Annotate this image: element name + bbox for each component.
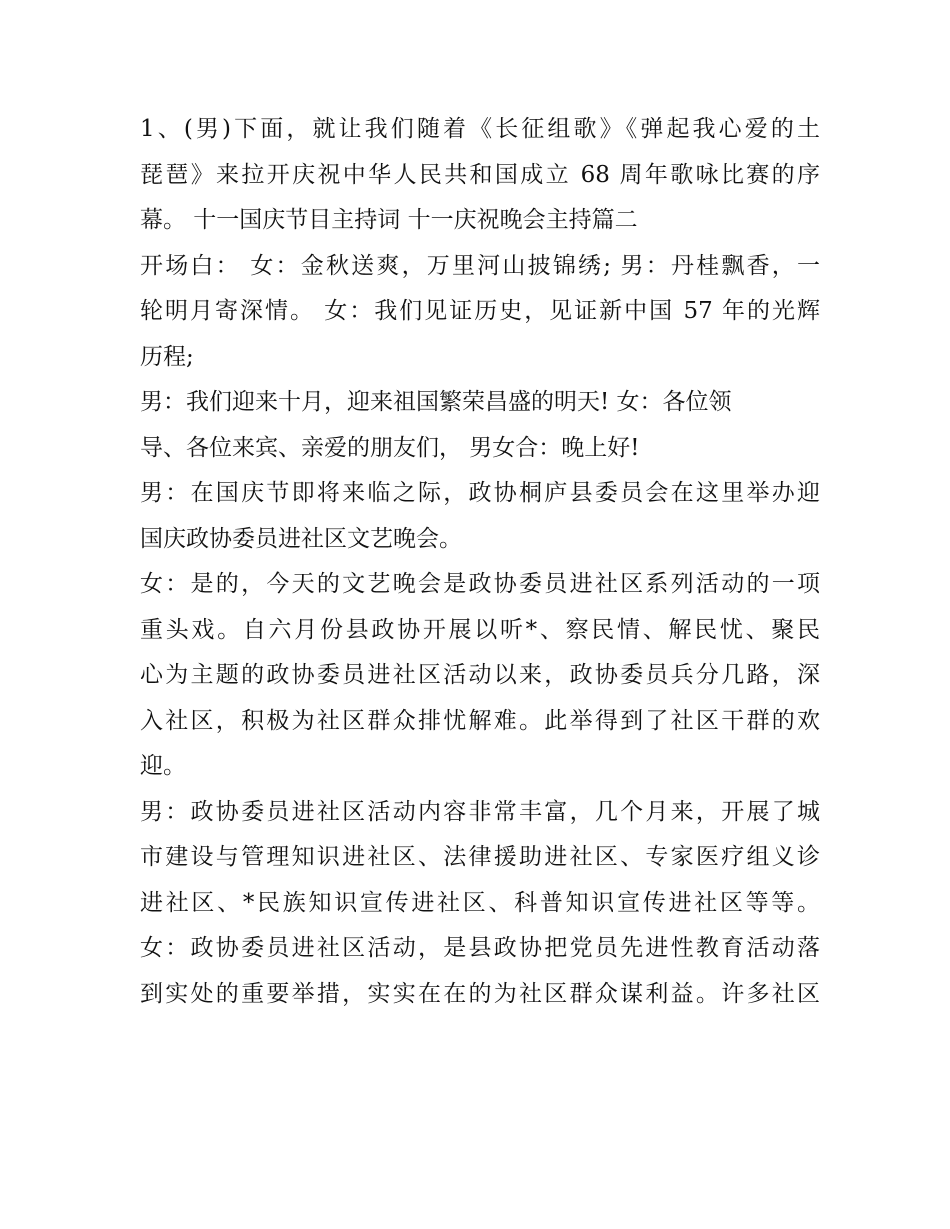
text-line: 女：是的，今天的文艺晚会是政协委员进社区系列活动的一项 — [140, 571, 820, 597]
text-line: 迎。 — [140, 753, 186, 779]
text-line: 男：我们迎来十月，迎来祖国繁荣昌盛的明天! 女：各位领 — [140, 389, 732, 415]
text-line: 进社区、*民族知识宣传进社区、科普知识宣传进社区等等。 — [140, 889, 820, 916]
text-line: 男：在国庆节即将来临之际，政协桐庐县委员会在这里举办迎 — [140, 480, 820, 506]
document-body — [140, 107, 820, 1017]
text-line: 1、(男)下面，就让我们随着《长征组歌》《弹起我心爱的土 — [140, 116, 820, 142]
text-line: 重头戏。自六月份县政协开展以听*、察民情、解民忧、聚民 — [140, 616, 820, 643]
text-line: 幕。 十一国庆节目主持词 十一庆祝晚会主持篇二 — [140, 207, 638, 233]
text-line: 琵琶》来拉开庆祝中华人民共和国成立 68 周年歌咏比赛的序 — [140, 161, 820, 188]
text-line: 入社区，积极为社区群众排忧解难。此举得到了社区干群的欢 — [140, 707, 820, 734]
text-line: 导、各位来宾、亲爱的朋友们， 男女合：晚上好! — [140, 434, 640, 461]
text-line: 心为主题的政协委员进社区活动以来，政协委员兵分几路，深 — [140, 662, 820, 688]
text-line: 男：政协委员进社区活动内容非常丰富，几个月来，开展了城 — [140, 798, 820, 825]
text-line: 市建设与管理知识进社区、法律援助进社区、专家医疗组义诊 — [140, 844, 820, 870]
text-line: 开场白： 女：金秋送爽，万里河山披锦绣; 男：丹桂飘香，一 — [140, 252, 820, 279]
text-line: 国庆政协委员进社区文艺晚会。 — [140, 525, 462, 552]
text-line: 轮明月寄深情。 女：我们见证历史，见证新中国 57 年的光辉 — [140, 298, 820, 324]
text-line: 女：政协委员进社区活动，是县政协把党员先进性教育活动落 — [140, 935, 820, 961]
text-line: 到实处的重要举措，实实在在的为社区群众谋利益。许多社区 — [140, 980, 820, 1007]
text-line: 历程; — [140, 343, 194, 370]
